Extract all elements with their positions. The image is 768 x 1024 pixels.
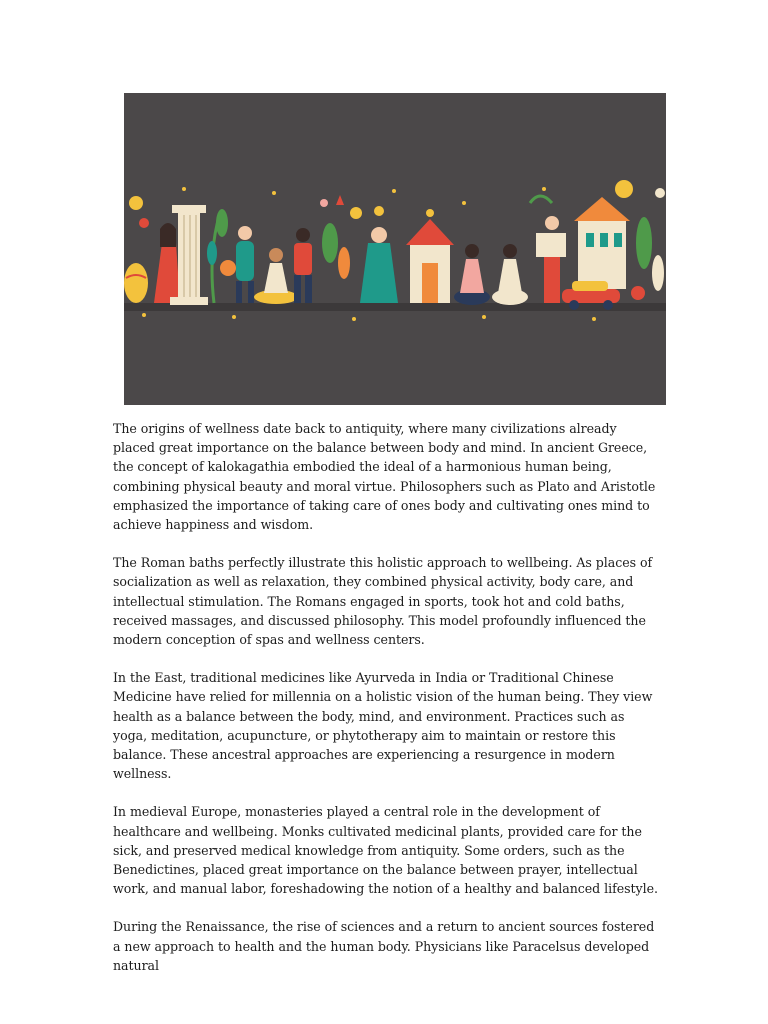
paragraph-medieval-europe: In medieval Europe, monasteries played a central role in the development of healthcare and wellbeing. Monks cultivated medicinal plants, provided care for the sick, and preserved medical knowledge from antiquity. Some orders, such as the Benedictines, placed great importance on the balance between prayer, intellectual work, and manual labor, foreshadowing the notion of a healthy and balanced lifestyle. <box>113 804 658 897</box>
wellness-history-artwork <box>124 93 666 405</box>
paragraph-roman-baths: The Roman baths perfectly illustrate this holistic approach to wellbeing. As places of socialization as well as relaxation, they combined physical activity, body care, and intellectual stimulation. The Romans engaged in sports, took hot and cold baths, received massages, and discussed philosophy. This model profoundly influenced the modern conception of spas and wellness centers. <box>113 555 653 648</box>
vase-shape <box>124 263 148 303</box>
paragraph-renaissance: During the Renaissance, the rise of sciences and a return to ancient sources fostered a new approach to health and the human body. Physicians like Paracelsus developed natural <box>113 919 655 973</box>
article-body <box>113 419 659 994</box>
header-illustration <box>124 93 666 405</box>
paragraph-origins: The origins of wellness date back to antiquity, where many civilizations already placed great importance on the balance between body and mind. In ancient Greece, the concept of kalokagathia embodied the ideal of a harmonious human being, combining physical beauty and moral virtue. Philosophers such as Plato and Aristotle emphasized the importance of taking care of ones body and cultivating ones mind to achieve happiness and wisdom. <box>113 421 656 533</box>
paragraph-eastern-medicine: In the East, traditional medicines like Ayurveda in India or Traditional Chinese Medicine have relied for millennia on a holistic vision of the human being. They view health as a balance between the body, mind, and environment. Practices such as yoga, meditation, acupuncture, or phytotherapy aim to maintain or restore this balance. These ancestral approaches are experiencing a resurgence in modern wellness. <box>113 670 653 782</box>
